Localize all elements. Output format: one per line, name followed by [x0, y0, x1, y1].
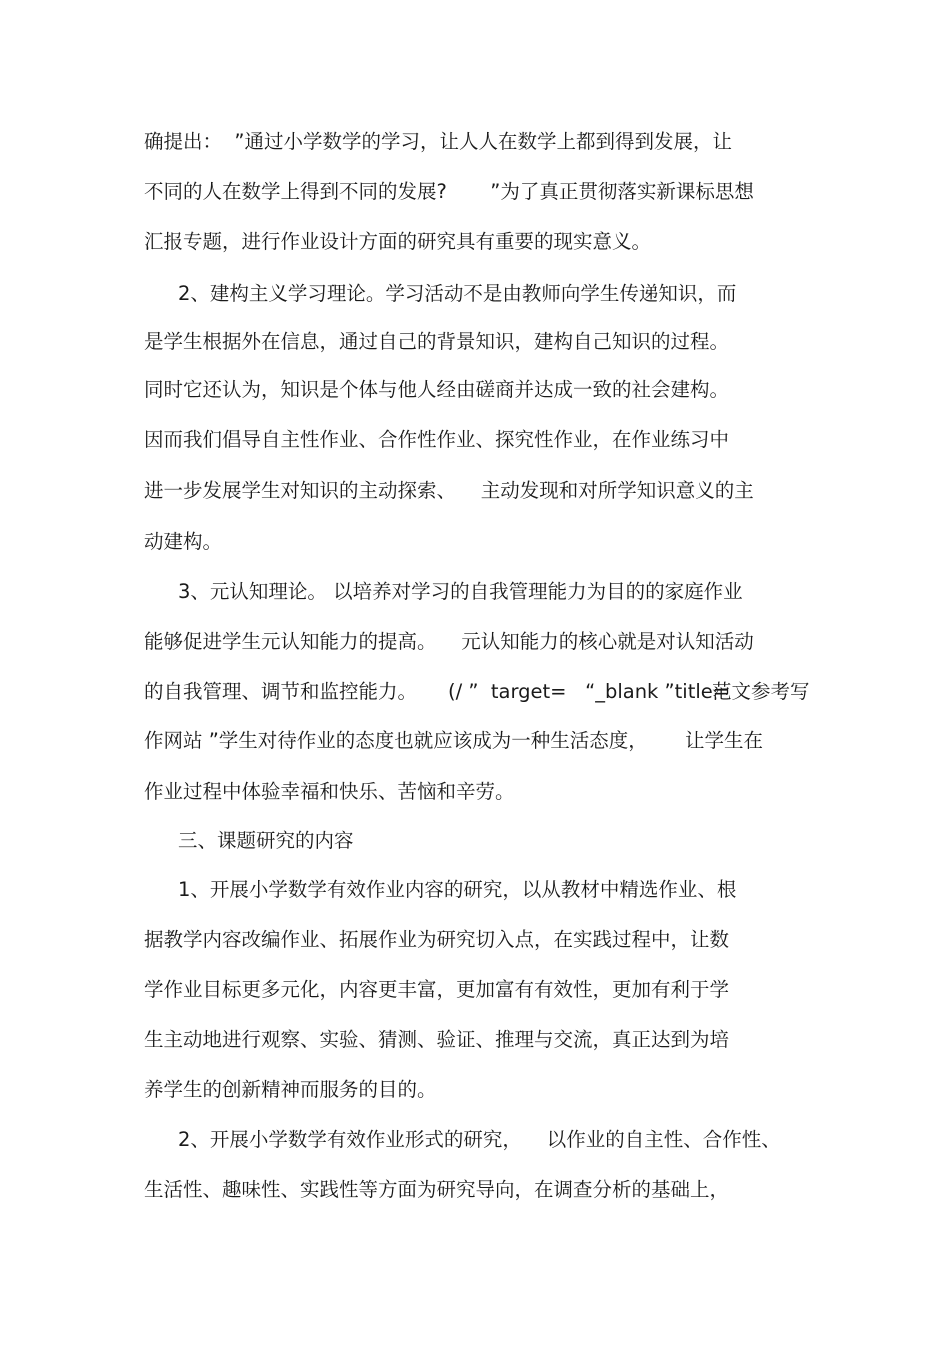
text-line: 学作业目标更多元化，内容更丰富，更加富有有效性，更加有利于学 [144, 978, 730, 1001]
text-line: 据教学内容改编作业、拓展作业为研究切入点，在实践过程中，让数 [144, 928, 730, 951]
text-line: 养学生的创新精神而服务的目的。 [144, 1078, 437, 1101]
text-line: 确提出： ”通过小学数学的学习，让人人在数学上都到得到发展，让 [144, 130, 732, 153]
text-line: 1、开展小学数学有效作业内容的研究，以从教材中精选作业、根 [178, 878, 737, 901]
text-line: 生活性、趣味性、实践性等方面为研究导向，在调查分析的基础上， [144, 1178, 730, 1201]
text-line: 汇报专题，进行作业设计方面的研究具有重要的现实意义。 [144, 230, 652, 253]
section-heading: 三、课题研究的内容 [178, 829, 354, 852]
text-line: 2、建构主义学习理论。学习活动不是由教师向学生传递知识，而 [178, 282, 737, 305]
text-line: 3、元认知理论。 以培养对学习的自我管理能力为目的的家庭作业 [178, 580, 743, 603]
text-line: 作网站 ”学生对待作业的态度也就应该成为一种生活态度， 让学生在 [144, 729, 763, 752]
text-line: 进一步发展学生对知识的主动探索、 主动发现和对所学知识意义的主 [144, 479, 754, 502]
overlap-text: 范文参考写 [712, 680, 810, 703]
text-line: 2、开展小学数学有效作业形式的研究， 以作业的自主性、合作性、 [178, 1128, 781, 1151]
text-line: 同时它还认为，知识是个体与他人经由磋商并达成一致的社会建构。 [144, 378, 730, 401]
text-line: 动建构。 [144, 530, 223, 553]
text-line: 的自我管理、调节和监控能力。 (/ ” target= “_blank ”title= [144, 680, 730, 703]
text-line: 作业过程中体验幸福和快乐、苦恼和辛劳。 [144, 780, 515, 803]
text-line: 不同的人在数学上得到不同的发展? ”为了真正贯彻落实新课标思想 [144, 180, 754, 203]
text-line: 能够促进学生元认知能力的提高。 元认知能力的核心就是对认知活动 [144, 630, 754, 653]
text-line: 生主动地进行观察、实验、猜测、验证、推理与交流，真正达到为培 [144, 1028, 730, 1051]
text-line: 是学生根据外在信息，通过自己的背景知识，建构自己知识的过程。 [144, 330, 730, 353]
text-line: 因而我们倡导自主性作业、合作性作业、探究性作业，在作业练习中 [144, 428, 730, 451]
